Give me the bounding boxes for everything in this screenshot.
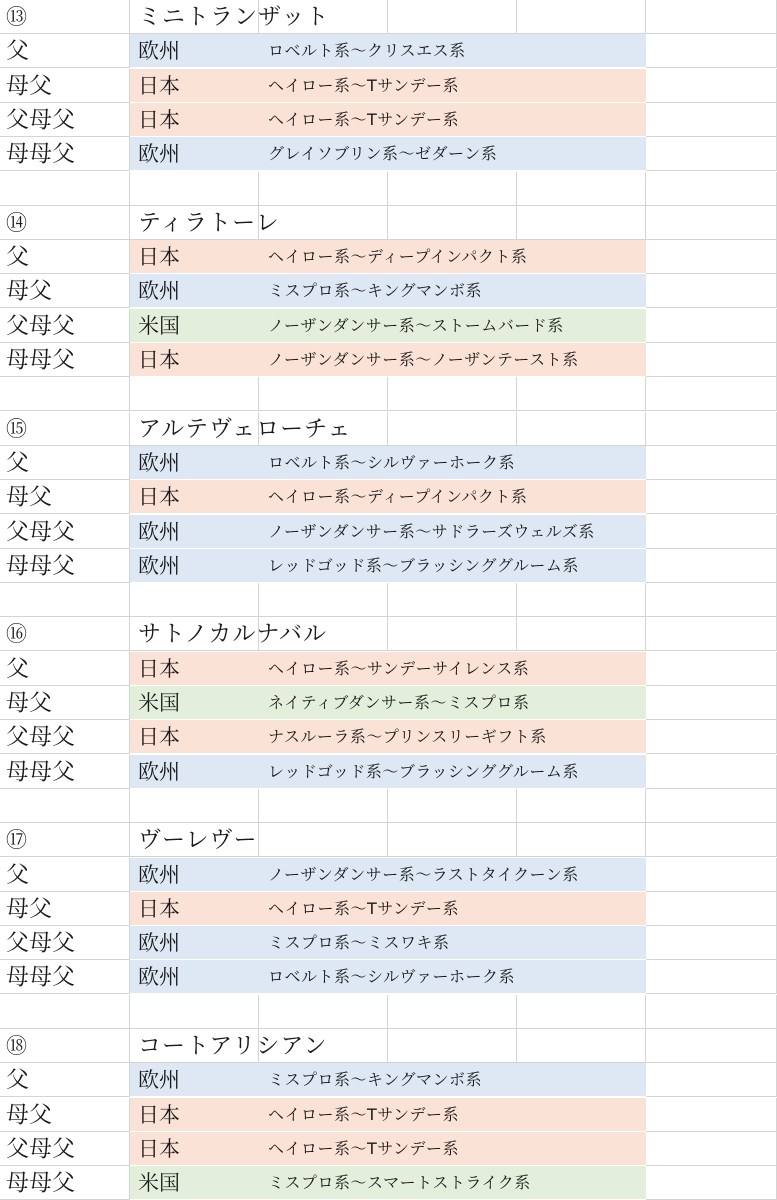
region-label: 日本 (138, 348, 180, 372)
pedigree-relation: 母父 (6, 690, 52, 716)
sire-line: ノーザンダンサー系～ストームバード系 (268, 315, 564, 335)
region-label: 欧州 (138, 965, 180, 990)
sire-line: ノーザンダンサー系～ラストタイクーン系 (268, 864, 579, 884)
grid-cell[interactable] (646, 960, 777, 994)
region-label: 欧州 (138, 39, 180, 64)
grid-cell[interactable] (646, 206, 777, 240)
pedigree-relation: 父母父 (6, 312, 75, 339)
grid-cell[interactable] (646, 720, 777, 754)
pedigree-row (0, 549, 777, 583)
region-label: 欧州 (138, 862, 180, 887)
grid-cell[interactable] (646, 583, 777, 617)
grid-cell[interactable] (646, 343, 777, 377)
grid-cell[interactable] (259, 583, 388, 617)
pedigree-relation: 父母父 (6, 724, 75, 751)
horse-name: ティラトーレ (138, 209, 280, 236)
grid-cell[interactable] (646, 69, 777, 103)
region-label: 欧州 (138, 450, 180, 475)
horse-name: ヴーレヴー (138, 827, 258, 854)
grid-cell[interactable] (646, 377, 777, 411)
pedigree-row (0, 1063, 777, 1097)
pedigree-relation: 母母父 (6, 347, 75, 373)
horse-header-row (0, 0, 777, 34)
pedigree-row (0, 858, 777, 892)
horse-name: サトノカルナバル (138, 621, 328, 648)
sire-line: ノーザンダンサー系～ノーザンテースト系 (268, 350, 579, 369)
horse-number: ⑭ (6, 210, 27, 235)
pedigree-relation: 母父 (6, 895, 52, 922)
sire-line: ヘイロー系～ディープインパクト系 (268, 487, 528, 507)
pedigree-relation: 母父 (6, 1101, 52, 1128)
grid-cell[interactable] (388, 412, 517, 446)
pedigree-relation: 母母父 (6, 1170, 75, 1197)
grid-cell[interactable] (646, 0, 777, 34)
grid-cell[interactable] (646, 309, 777, 343)
pedigree-row (0, 720, 777, 754)
horse-header-row (0, 823, 777, 857)
horse-number: ⑰ (6, 828, 27, 853)
blank-row (0, 583, 777, 617)
pedigree-relation: 父母父 (6, 930, 75, 957)
region-label: 日本 (138, 1102, 180, 1127)
grid-cell[interactable] (388, 172, 517, 206)
pedigree-relation: 母父 (6, 72, 52, 99)
pedigree-relation: 父母父 (6, 518, 75, 545)
sire-line: ヘイロー系～Tサンデー系 (268, 109, 459, 129)
horse-number: ⑬ (6, 5, 27, 29)
pedigree-row (0, 343, 777, 377)
blank-row (0, 172, 777, 206)
grid-cell[interactable] (130, 172, 259, 206)
grid-cell[interactable] (517, 206, 646, 240)
region-label: 日本 (138, 485, 180, 510)
grid-cell[interactable] (517, 377, 646, 411)
sire-line: ネイティブダンサー系～ミスプロ系 (268, 693, 530, 712)
grid-cell[interactable] (130, 377, 259, 411)
grid-cell[interactable] (388, 206, 517, 240)
pedigree-row (0, 960, 777, 994)
pedigree-row (0, 274, 777, 308)
grid-cell[interactable] (646, 103, 777, 137)
grid-cell[interactable] (646, 755, 777, 789)
pedigree-row (0, 926, 777, 960)
pedigree-row (0, 137, 777, 171)
grid-cell[interactable] (646, 172, 777, 206)
region-label: 欧州 (138, 759, 180, 784)
pedigree-relation: 母母父 (6, 141, 75, 168)
pedigree-row (0, 103, 777, 137)
pedigree-row (0, 755, 777, 789)
region-label: 欧州 (138, 519, 180, 544)
grid-cell[interactable] (517, 172, 646, 206)
horse-header-row (0, 1029, 777, 1063)
grid-cell[interactable] (0, 789, 130, 823)
sire-line: ヘイロー系～Tサンデー系 (268, 1138, 459, 1158)
grid-cell[interactable] (646, 549, 777, 583)
pedigree-row (0, 686, 777, 720)
pedigree-row (0, 309, 777, 343)
pedigree-relation: 母父 (6, 278, 52, 305)
region-label: 欧州 (138, 1068, 180, 1093)
grid-cell[interactable] (646, 926, 777, 960)
grid-cell[interactable] (517, 823, 646, 857)
region-label: 米国 (138, 313, 180, 338)
region-label: 日本 (138, 896, 180, 921)
blank-row (0, 377, 777, 411)
sire-line: レッドゴッド系～ブラッシンググルーム系 (268, 761, 579, 781)
pedigree-row (0, 34, 777, 68)
sire-line: ロベルト系～シルヴァーホーク系 (268, 967, 515, 987)
grid-cell[interactable] (517, 412, 646, 446)
region-label: 日本 (138, 245, 180, 270)
grid-cell[interactable] (646, 1166, 777, 1200)
region-label: 日本 (138, 725, 180, 750)
grid-cell[interactable] (646, 652, 777, 686)
blank-row (0, 995, 777, 1029)
pedigree-row (0, 240, 777, 274)
sire-line: レッドゴッド系～ブラッシンググルーム系 (268, 555, 579, 575)
region-label: 米国 (138, 1171, 180, 1196)
pedigree-relation: 母母父 (6, 758, 75, 785)
grid-cell[interactable] (646, 480, 777, 514)
region-label: 日本 (138, 1136, 180, 1161)
pedigree-row (0, 1132, 777, 1166)
grid-cell[interactable] (388, 583, 517, 617)
pedigree-relation: 父 (6, 38, 29, 65)
grid-cell[interactable] (646, 823, 777, 857)
grid-cell[interactable] (646, 1063, 777, 1097)
pedigree-relation: 父 (6, 655, 29, 682)
grid-cell[interactable] (0, 377, 130, 411)
grid-cell[interactable] (517, 789, 646, 823)
pedigree-relation: 母母父 (6, 964, 75, 991)
grid-cell[interactable] (0, 172, 130, 206)
sire-line: ミスプロ系～キングマンボ系 (268, 1070, 483, 1090)
grid-cell[interactable] (646, 34, 777, 68)
sire-line: ロベルト系～クリスエス系 (268, 41, 466, 61)
grid-cell[interactable] (130, 995, 259, 1029)
pedigree-relation: 父母父 (6, 1135, 75, 1162)
sire-line: グレイソブリン系～ゼダーン系 (268, 144, 498, 164)
region-label: 米国 (138, 691, 180, 715)
grid-cell[interactable] (259, 172, 388, 206)
pedigree-row (0, 446, 777, 480)
blank-row (0, 789, 777, 823)
pedigree-relation: 母父 (6, 484, 52, 511)
pedigree-row (0, 652, 777, 686)
grid-cell[interactable] (517, 1029, 646, 1063)
grid-cell[interactable] (646, 892, 777, 926)
grid-cell[interactable] (259, 995, 388, 1029)
horse-header-row (0, 206, 777, 240)
sire-line: ヘイロー系～サンデーサイレンス系 (268, 658, 530, 678)
region-label: 欧州 (138, 142, 180, 167)
pedigree-relation: 父 (6, 449, 29, 476)
sire-line: ヘイロー系～Tサンデー系 (268, 75, 459, 95)
horse-header-row (0, 412, 777, 446)
region-label: 日本 (138, 73, 180, 98)
grid-cell[interactable] (0, 995, 130, 1029)
region-label: 日本 (138, 107, 180, 132)
sire-line: ミスプロ系～スマートストライク系 (268, 1173, 531, 1193)
grid-cell[interactable] (646, 240, 777, 274)
grid-cell[interactable] (130, 789, 259, 823)
horse-number: ⑱ (6, 1034, 27, 1058)
region-label: 日本 (138, 656, 180, 681)
region-label: 欧州 (138, 553, 180, 578)
horse-number: ⑮ (6, 416, 27, 441)
grid-cell[interactable] (388, 823, 517, 857)
grid-cell[interactable] (646, 1098, 777, 1132)
pedigree-relation: 父母父 (6, 106, 75, 133)
grid-cell[interactable] (0, 583, 130, 617)
sire-line: ナスルーラ系～プリンスリーギフト系 (268, 727, 547, 747)
pedigree-relation: 父 (6, 1067, 29, 1094)
horse-name: アルテヴェローチェ (138, 415, 352, 442)
grid-cell[interactable] (517, 995, 646, 1029)
grid-cell[interactable] (388, 1029, 517, 1063)
pedigree-row (0, 480, 777, 514)
grid-cell[interactable] (388, 0, 517, 34)
horse-header-row (0, 617, 777, 651)
grid-cell[interactable] (646, 137, 777, 171)
pedigree-relation: 父 (6, 861, 29, 888)
grid-cell[interactable] (130, 583, 259, 617)
horse-name: コートアリシアン (138, 1033, 328, 1059)
sire-line: ヘイロー系～Tサンデー系 (268, 898, 459, 918)
grid-cell[interactable] (646, 789, 777, 823)
pedigree-row (0, 69, 777, 103)
sire-line: ロベルト系～シルヴァーホーク系 (268, 452, 515, 472)
grid-cell[interactable] (646, 858, 777, 892)
grid-cell[interactable] (646, 1132, 777, 1166)
grid-cell[interactable] (388, 995, 517, 1029)
horse-name: ミニトランザット (138, 4, 330, 30)
grid-cell[interactable] (517, 583, 646, 617)
grid-cell[interactable] (646, 995, 777, 1029)
pedigree-row (0, 1166, 777, 1200)
grid-cell[interactable] (517, 0, 646, 34)
sire-line: ノーザンダンサー系～サドラーズウェルズ系 (268, 521, 595, 541)
grid-cell[interactable] (259, 823, 388, 857)
grid-cell[interactable] (388, 377, 517, 411)
grid-cell[interactable] (646, 446, 777, 480)
grid-cell[interactable] (259, 377, 388, 411)
grid-cell[interactable] (646, 1029, 777, 1063)
sire-line: ヘイロー系～Tサンデー系 (268, 1104, 459, 1124)
sire-line: ミスプロ系～キングマンボ系 (268, 281, 483, 301)
horse-number: ⑯ (6, 622, 27, 647)
grid-cell[interactable] (259, 789, 388, 823)
grid-cell[interactable] (646, 274, 777, 308)
grid-cell[interactable] (646, 412, 777, 446)
grid-cell[interactable] (646, 617, 777, 651)
pedigree-row (0, 1098, 777, 1132)
pedigree-relation: 母母父 (6, 552, 75, 579)
grid-cell[interactable] (646, 515, 777, 549)
grid-cell[interactable] (517, 617, 646, 651)
grid-cell[interactable] (646, 686, 777, 720)
grid-cell[interactable] (388, 617, 517, 651)
sire-line: ヘイロー系～ディープインパクト系 (268, 247, 528, 267)
region-label: 欧州 (138, 279, 180, 304)
sire-line: ミスプロ系～ミスワキ系 (268, 933, 450, 953)
grid-cell[interactable] (388, 789, 517, 823)
region-label: 欧州 (138, 931, 180, 956)
pedigree-row (0, 892, 777, 926)
pedigree-relation: 父 (6, 244, 29, 271)
pedigree-row (0, 515, 777, 549)
